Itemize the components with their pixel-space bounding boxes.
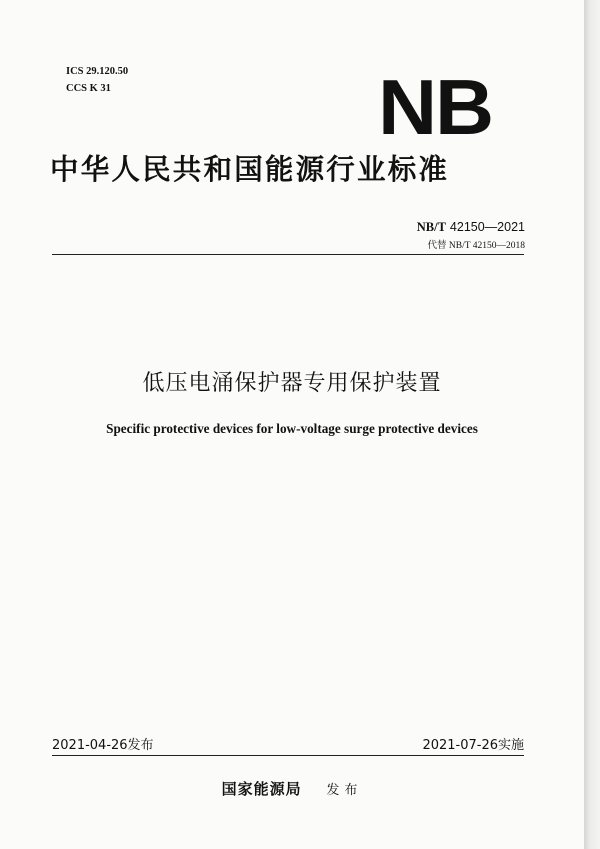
scan-page-edge (584, 0, 600, 849)
implementation-date: 2021-07-26实施 (422, 738, 524, 753)
standard-code: NB/T (416, 220, 446, 234)
ics-code: ICS 29.120.50 (66, 66, 129, 77)
top-divider (52, 254, 524, 255)
standard-number (390, 219, 525, 235)
standard-year-number: 42150—2021 (449, 220, 525, 234)
document-title-english: Specific protective devices for low-voltage surge protective devices (106, 421, 478, 436)
org-title: 中华人民共和国能源行业标准 (50, 153, 450, 186)
document-title-chinese: 低压电涌保护器专用保护装置 (142, 371, 442, 396)
nb-logo: NB (378, 63, 493, 151)
publisher-org: 国家能源局 (221, 780, 302, 798)
publisher-action: 发布 (326, 783, 363, 798)
bottom-divider (52, 755, 524, 756)
issue-date: 2021-04-26发布 (52, 738, 154, 753)
replaces-note: 代替 NB/T 42150—2018 (427, 241, 525, 251)
publisher-line (0, 778, 584, 799)
ccs-code: CCS K 31 (66, 83, 111, 94)
